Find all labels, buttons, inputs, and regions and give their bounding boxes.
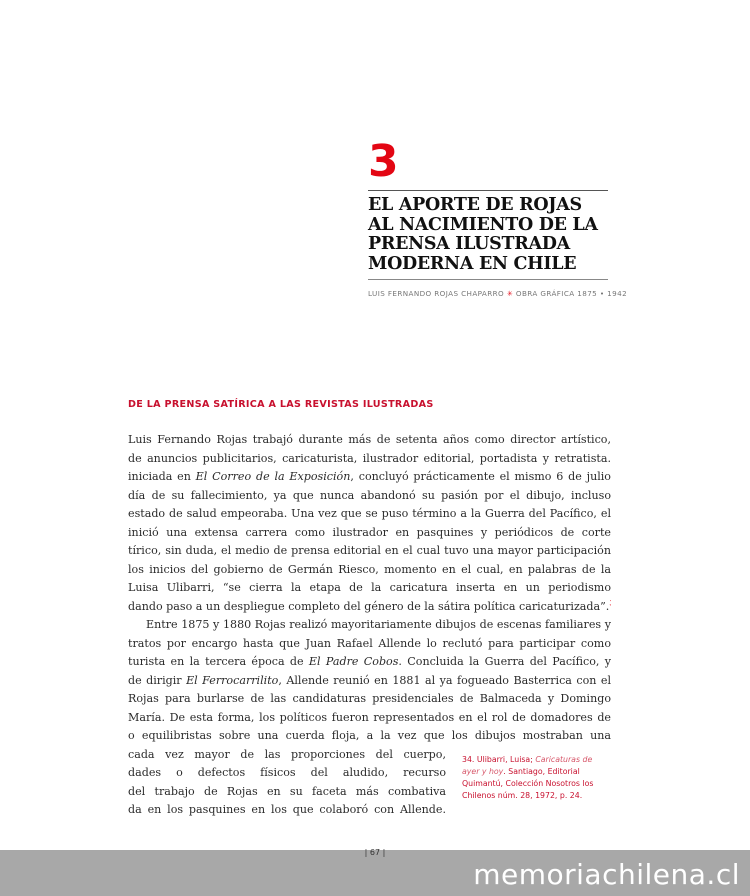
paragraph-line: Entre 1875 y 1880 Rojas realizó mayoritariamente dibujos de escenas familiares y	[146, 618, 611, 631]
text-run: dando paso a un despliegue completo del género de la sátira política caricaturizada”.	[128, 599, 610, 613]
chapter-title-line: AL NACIMIENTO DE LA	[368, 214, 598, 235]
paragraph-line	[128, 598, 611, 617]
paragraph-line: o equilibristas sobre una cuerda floja, a la vez que los dibujos mostraban una	[128, 729, 611, 742]
paragraph-line: María. De esta forma, los políticos fueron representados en el rol de domadores de	[128, 710, 611, 724]
text-run: , Allende reunió en 1881 al ya fogueado Basterrica con el	[278, 673, 611, 687]
paragraph-line	[128, 468, 611, 487]
text-run: iniciada en	[128, 470, 196, 483]
page-number-text: | 67 |	[364, 848, 386, 857]
footnote-author: 34. Ulibarri, Luisa;	[462, 755, 536, 764]
running-head-author: LUIS FERNANDO ROJAS CHAPARRO	[368, 289, 505, 298]
paragraph-line: de anuncios publicitarios, caricaturista, ilustrador editorial, portadista y retratista.	[128, 451, 611, 465]
paragraph-line: los inicios del gobierno de Germán Riesco, momento en el cual, en palabras de la	[128, 562, 611, 576]
paragraph-line: tratos por encargo hasta que Juan Rafael Allende lo reclutó para participar como	[128, 636, 611, 650]
running-head-work: OBRA GRÁFICA 1875 • 1942	[515, 289, 628, 298]
paragraph-line	[128, 672, 611, 691]
publication-title: El Ferrocarrilito	[186, 673, 279, 687]
asterisk-icon: ✳	[506, 289, 514, 298]
paragraph-line: Rojas para burlarse de las candidaturas presidenciales de Balmaceda y Domingo	[128, 692, 611, 705]
paragraph-line: tírico, sin duda, el medio de prensa editorial en el cual tuvo una mayor participación	[128, 544, 611, 557]
chapter-title-line: PRENSA ILUSTRADA	[368, 234, 570, 254]
footnote-title: Caricaturas de ayer y hoy	[462, 755, 593, 776]
footnote-reference[interactable]	[609, 599, 611, 607]
paragraph-line: dades o defectos físicos del aludido, recurso	[128, 766, 446, 779]
text-run: . Concluida la Guerra del Pacífico, y	[398, 655, 611, 668]
title-top-rule	[368, 190, 608, 191]
running-head	[368, 289, 628, 298]
text-run: de dirigir	[128, 673, 187, 687]
title-bottom-rule	[368, 279, 608, 280]
chapter-title-line: MODERNA EN CHILE	[368, 253, 577, 274]
paragraph-line	[128, 653, 611, 672]
paragraph-line: Luisa Ulibarri, “se cierra la etapa de la caricatura inserta en un periodismo	[128, 581, 611, 594]
paragraph-line: cada vez mayor de las proporciones del cuerpo,	[128, 747, 446, 761]
text-run: turista en la tercera época de	[128, 655, 309, 668]
publication-title: El Correo de la Exposición	[195, 470, 351, 483]
chapter-title	[368, 196, 608, 274]
paragraph-line: estado de salud empeoraba. Una vez que se puso término a la Guerra del Pacífico, el	[128, 507, 611, 520]
page-number	[0, 848, 750, 857]
footnote-citation: . Santiago, Editorial Quimantú, Colección Nosotros los Chilenos núm. 28, 1972, p. 24.	[462, 767, 594, 800]
paragraph-line: día de su fallecimiento, ya que nunca abandonó su pasión por el dibujo, incluso	[128, 488, 611, 502]
section-heading: DE LA PRENSA SATÍRICA A LAS REVISTAS ILUSTRADAS	[128, 399, 434, 410]
chapter-title-line: EL APORTE DE ROJAS	[368, 195, 582, 215]
publication-title: El Padre Cobos	[308, 655, 399, 668]
footnote	[462, 754, 612, 802]
paragraph-line: Luis Fernando Rojas trabajó durante más de setenta años como director artístico,	[128, 433, 611, 446]
paragraph-line: del trabajo de Rojas en su faceta más combativa	[128, 784, 446, 798]
paragraph-line: inició una extensa carrera como ilustrador en pasquines y periódicos de corte	[128, 525, 611, 539]
chapter-number: 3	[368, 136, 399, 187]
paragraph-line: da en los pasquines en los que colaboró con Allende.	[128, 803, 446, 816]
text-run: , concluyó prácticamente el mismo 6 de julio	[350, 470, 611, 483]
watermark-logo[interactable]: memoriachilena.cl	[473, 858, 740, 891]
